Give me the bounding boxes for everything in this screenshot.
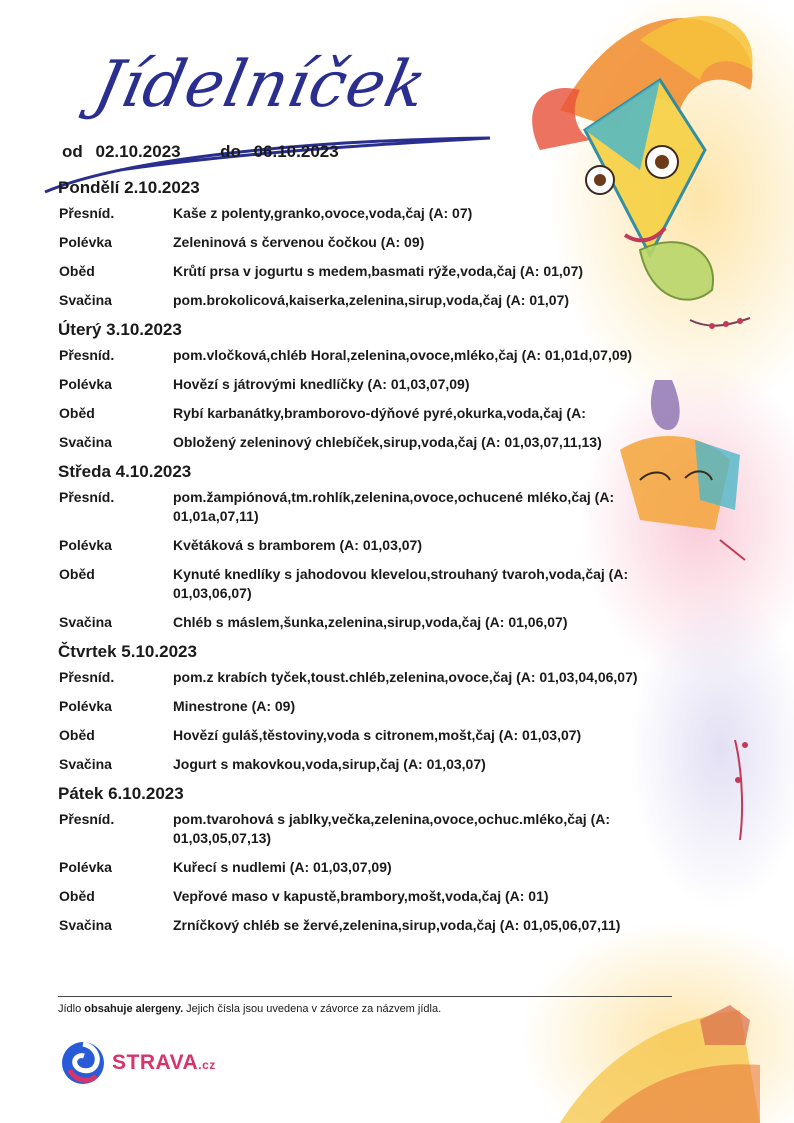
day-title: Pátek 6.10.2023 [58, 784, 184, 803]
meal-desc: Kaše z polenty,granko,ovoce,voda,čaj (A: 07) [173, 205, 473, 221]
meal-row [58, 858, 748, 877]
meal-row [58, 375, 748, 394]
meal-type: Svačina [59, 434, 112, 450]
allergen-note-start: Jídlo [58, 1003, 85, 1015]
meal-type: Oběd [59, 727, 95, 743]
meal-desc: pom.žampiónová,tm.rohlík,zelenina,ovoce,ochucené mléko,čaj (A: 01,01a,07,11) [173, 489, 615, 524]
meal-type: Přesníd. [59, 669, 115, 685]
meal-desc: Vepřové maso v kapustě,brambory,mošt,voda,čaj (A: 01) [173, 888, 549, 904]
meal-type: Polévka [59, 376, 112, 392]
meal-row [58, 291, 748, 310]
meal-type: Přesníd. [59, 811, 115, 827]
meal-type: Oběd [59, 405, 95, 421]
meal-type: Polévka [59, 698, 112, 714]
meal-row [58, 916, 748, 935]
meal-row [58, 404, 748, 423]
meal-type: Oběd [59, 263, 95, 279]
meal-desc: Květáková s bramborem (A: 01,03,07) [173, 537, 422, 553]
strava-swirl-icon [60, 1040, 106, 1086]
meal-desc: pom.vločková,chléb Horal,zelenina,ovoce,mléko,čaj (A: 01,01d,07,09) [173, 347, 633, 363]
meal-type: Polévka [59, 537, 112, 553]
meal-type: Přesníd. [59, 205, 115, 221]
day-section [58, 178, 748, 310]
meal-desc: Rybí karbanátky,bramborovo-dýňové pyré,okurka,voda,čaj (A: [173, 405, 586, 421]
meal-type: Přesníd. [59, 489, 115, 505]
meal-desc: Chléb s máslem,šunka,zelenina,sirup,voda,čaj (A: 01,06,07) [173, 614, 568, 630]
day-section [58, 462, 748, 632]
meal-row [58, 810, 748, 848]
meal-row [58, 233, 748, 252]
from-label: od [62, 142, 83, 161]
meal-type: Polévka [59, 234, 112, 250]
from-date: 02.10.2023 [95, 142, 181, 161]
meal-type: Polévka [59, 859, 112, 875]
meal-desc: Jogurt s makovkou,voda,sirup,čaj (A: 01,03,07) [173, 756, 486, 772]
meal-row [58, 204, 748, 223]
meal-row [58, 887, 748, 906]
meal-row [58, 613, 748, 632]
day-title: Pondělí 2.10.2023 [58, 178, 200, 197]
meal-desc: Zeleninová s červenou čočkou (A: 09) [173, 234, 425, 250]
meal-desc: pom.z krabích tyček,toust.chléb,zelenina,ovoce,čaj (A: 01,03,04,06,07) [173, 669, 638, 685]
meal-type: Přesníd. [59, 347, 115, 363]
meal-desc: Kynuté knedlíky s jahodovou klevelou,strouhaný tvaroh,voda,čaj (A: 01,03,06,07) [173, 566, 629, 601]
brand-name [112, 1051, 216, 1075]
meal-type: Oběd [59, 566, 95, 582]
meal-row [58, 433, 748, 452]
menu-days [58, 178, 748, 945]
allergen-note-bold: obsahuje alergeny. [84, 1003, 184, 1015]
day-section [58, 320, 748, 452]
brand-name-text: STRAVA [112, 1051, 199, 1074]
allergen-note-end: Jejich čísla jsou uvedena v závorce za názvem jídla. [183, 1003, 442, 1015]
meal-row [58, 346, 748, 365]
meal-row [58, 565, 748, 603]
meal-type: Svačina [59, 292, 112, 308]
day-title: Čtvrtek 5.10.2023 [58, 642, 197, 661]
meal-row [58, 536, 748, 555]
meal-desc: Minestrone (A: 09) [173, 698, 296, 714]
day-title: Úterý 3.10.2023 [58, 320, 182, 339]
date-range [62, 142, 339, 162]
meal-row [58, 488, 748, 526]
strava-logo[interactable] [60, 1040, 216, 1086]
meal-desc: pom.brokolicová,kaiserka,zelenina,sirup,voda,čaj (A: 01,07) [173, 292, 570, 308]
meal-type: Svačina [59, 614, 112, 630]
meal-desc: Obložený zeleninový chlebíček,sirup,voda,čaj (A: 01,03,07,11,13) [173, 434, 602, 450]
meal-row [58, 697, 748, 716]
meal-desc: Zrníčkový chléb se žervé,zelenina,sirup,voda,čaj (A: 01,05,06,07,11) [173, 917, 621, 933]
day-title: Středa 4.10.2023 [58, 462, 192, 481]
meal-type: Svačina [59, 917, 112, 933]
allergen-note [58, 996, 672, 1015]
meal-desc: Krůtí prsa v jogurtu s medem,basmati rýže,voda,čaj (A: 01,07) [173, 263, 584, 279]
day-section [58, 642, 748, 774]
meal-desc: Kuřecí s nudlemi (A: 01,03,07,09) [173, 859, 392, 875]
meal-type: Svačina [59, 756, 112, 772]
meal-row [58, 726, 748, 745]
day-section [58, 784, 748, 935]
to-date: 06.10.2023 [253, 142, 339, 161]
meal-type: Oběd [59, 888, 95, 904]
meal-row [58, 668, 748, 687]
brand-suffix: .cz [198, 1058, 216, 1072]
to-label: do [220, 142, 241, 161]
meal-desc: Hovězí guláš,těstoviny,voda s citronem,mošt,čaj (A: 01,03,07) [173, 727, 582, 743]
meal-row [58, 262, 748, 281]
meal-desc: pom.tvarohová s jablky,večka,zelenina,ovoce,ochuc.mléko,čaj (A: 01,03,05,07,13) [173, 811, 611, 846]
meal-row [58, 755, 748, 774]
page-title: Jídelníček [88, 48, 434, 122]
meal-desc: Hovězí s játrovými knedlíčky (A: 01,03,07,09) [173, 376, 470, 392]
